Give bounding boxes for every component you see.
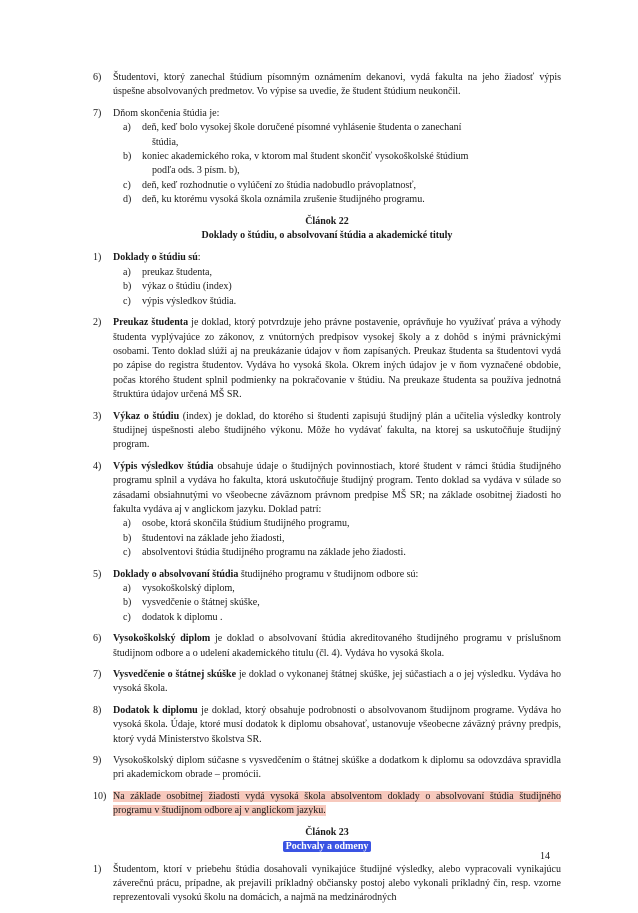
sub-item: [113, 582, 561, 596]
item-number: 7): [93, 669, 102, 681]
sub-item-text: deň, keď bolo vysokej škole doručené písomné vyhlásenie študenta o zanechaní: [142, 122, 462, 134]
sub-item-letter: c): [123, 295, 131, 307]
sub-item-letter: a): [123, 583, 131, 594]
item-text: Študentom, ktorí v priebehu štúdia dosahovali vynikajúce študijné výsledky, alebo vypracovali vynikajúcu záverečnú prácu, prípadne, ak prejavili príkladný občiansky postoj alebo vykonali príkladný čin, resp. vzorne reprezentovali vysokú školu na domácich, a najmä na medzinárodných: [113, 863, 561, 904]
paragraph-item: [93, 316, 561, 402]
sub-item-text: vysvedčenie o štátnej skúške,: [142, 597, 260, 609]
article-number: Článok 22: [305, 215, 349, 227]
item-number: 5): [93, 568, 102, 580]
item-lead-term: Dodatok k diplomu: [113, 704, 198, 716]
item-lead-term: Vysvedčenie o štátnej skúške: [113, 669, 237, 681]
sub-item-text: deň, keď rozhodnutie o vylúčení zo štúdia nadobudlo právoplatnosť,: [142, 179, 417, 191]
paragraph-item: [93, 704, 561, 747]
paragraph-item: [93, 251, 561, 309]
paragraph-item: [93, 568, 561, 626]
page-number: 14: [540, 851, 550, 862]
paragraph-item: [93, 790, 561, 819]
item-text: Preukaz študenta je doklad, ktorý potvrdzuje jeho právne postavenie, oprávňuje ho využívať práva a výhody študenta vyplývajúce zo zákonov, z vnútorných predpisov vysokej školy a z dohôd s inými právnickými osobami. Tento doklad slúži aj na preukázanie údajov v ňom zapísaných. Preukaz študenta sa študentovi vydá po zápise do registra študentov. Vydáva ho vysoká škola. Okrem iných údajov je v ňom vyznačené obdobie, počas ktorého študent splnil podmienky na pokračovanie v štúdiu. Na preukaze študenta sa používa jednotná štruktúra údajov určená MŠ SR.: [113, 317, 561, 401]
article-number: Článok 23: [305, 826, 349, 838]
sub-item: [113, 611, 561, 625]
paragraph-item: [93, 668, 561, 697]
sub-item-letter: b): [123, 597, 132, 609]
sub-item: [113, 164, 561, 178]
item-number: 8): [93, 704, 102, 716]
sub-item: [113, 532, 561, 546]
item-text: Na základe osobitnej žiadosti vydá vysoká škola absolventom doklady o absolvovaní štúdia študijného programu v študijnom odbore aj v anglickom jazyku.: [113, 790, 561, 817]
sub-item: [113, 596, 561, 610]
sub-item-text: študentovi na základe jeho žiadosti,: [142, 532, 285, 544]
article-title: Pochvaly a odmeny: [283, 841, 372, 852]
item-lead-term: Vysokoškolský diplom: [113, 633, 211, 645]
item-number: 6): [93, 633, 102, 645]
sub-item-letter: a): [123, 518, 131, 530]
item-number: 7): [93, 107, 102, 119]
sub-item-letter: c): [123, 611, 131, 623]
paragraph-item: [93, 632, 561, 661]
item-number: 3): [93, 410, 102, 422]
paragraph-item: [93, 71, 561, 100]
paragraph-item: [93, 460, 561, 561]
sub-item-text: dodatok k diplomu .: [142, 611, 223, 623]
sub-item-letter: a): [123, 266, 131, 278]
sub-item-text: osobe, ktorá skončila štúdium študijného programu,: [142, 518, 350, 530]
sub-item-text: podľa ods. 3 písm. b),: [152, 165, 240, 177]
item-text: Vysokoškolský diplom súčasne s vysvedčením o štátnej skúške a dodatkom k diplomu sa odovzdáva spravidla pri akademickom obrade – promócii.: [113, 755, 561, 781]
sub-item-letter: b): [123, 532, 132, 544]
item-text: Doklady o štúdiu sú:: [113, 252, 201, 264]
item-lead-term: Doklady o štúdiu sú: [113, 252, 198, 264]
sub-item: [113, 295, 561, 309]
item-lead-term: Preukaz študenta: [113, 317, 189, 329]
sub-item-text: preukaz študenta,: [142, 266, 212, 278]
sub-item-text: výkaz o štúdiu (index): [142, 281, 232, 293]
item-text: Dodatok k diplomu je doklad, ktorý obsahuje podrobnosti o absolvovanom študijnom programe. Vydáva ho vysoká škola. Údaje, ktoré musí dodatok k diplomu obsahovať, ustanovuje všeobecne záväzný právny predpis, ktorý vydá Ministerstvo školstva SR.: [113, 704, 561, 745]
sub-item-letter: b): [123, 151, 132, 163]
sub-item-text: štúdia,: [152, 136, 179, 148]
paragraph-item: [93, 410, 561, 453]
item-number: 9): [93, 755, 102, 767]
sub-item: [113, 179, 561, 193]
item-text: Vysvedčenie o štátnej skúške je doklad o vykonanej štátnej skúške, jej súčastiach a o jej výsledku. Vydáva ho vysoká škola.: [113, 669, 562, 695]
sub-item-text: vysokoškolský diplom,: [142, 583, 235, 594]
sub-item-text: výpis výsledkov štúdia.: [142, 295, 237, 307]
sub-item-letter: d): [123, 194, 132, 206]
item-number: 10): [93, 790, 107, 802]
item-number: 2): [93, 317, 102, 329]
item-lead-term: Doklady o absolvovaní štúdia: [113, 568, 239, 580]
sub-item-letter: a): [123, 122, 131, 134]
item-lead-term: Výkaz o štúdiu: [113, 410, 180, 422]
item-number: 1): [93, 252, 102, 264]
article-title: Doklady o štúdiu, o absolvovaní štúdia a akademické tituly: [201, 230, 453, 242]
paragraph-item: [93, 754, 561, 783]
sub-item: [113, 266, 561, 280]
sub-item: [113, 193, 561, 207]
sub-item-letter: b): [123, 281, 132, 293]
sub-item-text: koniec akademického roka, v ktorom mal študent skončiť vysokoškolské štúdium: [142, 151, 469, 163]
sub-item: [113, 546, 561, 560]
paragraph-item: [93, 863, 561, 906]
item-number: 1): [93, 863, 102, 875]
item-text: Výkaz o štúdiu (index) je doklad, do ktorého si študenti zapisujú študijný plán a učitelia výsledky kontroly študijnej úspešnosti alebo študijného výkonu. Môže ho vydávať fakulta, na ktorej sa uskutočňuje študijný program.: [113, 410, 562, 451]
sub-item: [113, 121, 561, 135]
sub-item: [113, 280, 561, 294]
paragraph-item: [93, 107, 561, 208]
item-text: Študentovi, ktorý zanechal štúdium písomným oznámením dekanovi, vydá fakulta na jeho žiadosť výpis úspešne absolvovaných predmetov. Vo výpise sa uvedie, že študent štúdium neukončil.: [113, 72, 561, 98]
item-text: Výpis výsledkov štúdia obsahuje údaje o študijných povinnostiach, ktoré študent v rámci štúdia študijného programu splnil a vydáva ho fakulta, ktorá uskutočňuje študijný program. Tento doklad sa vydáva v súlade so zásadami obsiahnutými vo všeobecne záväznom právnom predpise MŠ SR; na základe osobitnej žiadosti ho fakulta vydáva aj v anglickom jazyku. Doklad patrí:: [113, 460, 561, 515]
sub-item-text: deň, ku ktorému vysoká škola oznámila zrušenie študijného programu.: [142, 194, 425, 206]
document-body: [93, 71, 561, 913]
sub-item-letter: c): [123, 179, 131, 191]
item-number: 6): [93, 72, 102, 83]
item-lead-term: Výpis výsledkov štúdia: [113, 460, 214, 472]
article-heading: [93, 215, 561, 244]
sub-item: [113, 136, 561, 150]
sub-item-letter: c): [123, 547, 131, 559]
sub-item: [113, 150, 561, 164]
item-text: Doklady o absolvovaní štúdia študijného programu v študijnom odbore sú:: [113, 568, 419, 580]
sub-item-text: absolventovi štúdia študijného programu na základe jeho žiadosti.: [142, 547, 406, 559]
item-text: Vysokoškolský diplom je doklad o absolvovaní štúdia akreditovaného študijného programu v príslušnom študijnom odbore a o udelení akademického titulu (čl. 4). Vydáva ho vysoká škola.: [113, 633, 561, 659]
item-number: 4): [93, 460, 102, 472]
item-text: Dňom skončenia štúdia je:: [113, 107, 220, 119]
sub-item: [113, 517, 561, 531]
article-heading: [93, 826, 561, 855]
